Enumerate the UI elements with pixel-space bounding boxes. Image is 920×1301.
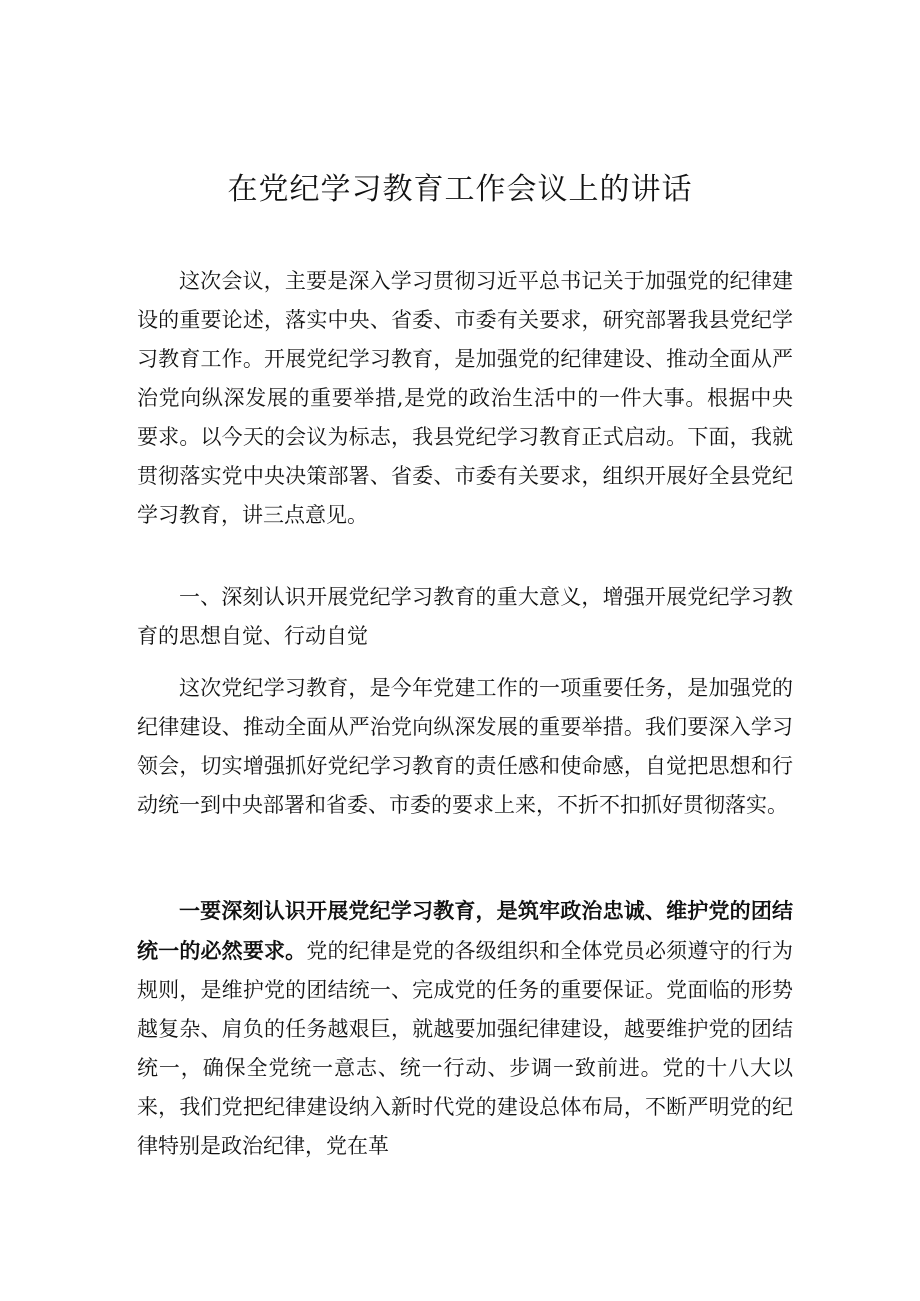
point-1-bold-lead: 一要深刻认识开展党纪学习教育，是筑牢政治忠诚、维护党的团结统一的必然要求。 <box>137 898 793 963</box>
point-1-paragraph <box>137 891 793 1166</box>
intro-paragraph: 这次会议，主要是深入学习贯彻习近平总书记关于加强党的纪律建设的重要论述，落实中央、省委、市委有关要求，研究部署我县党纪学习教育工作。开展党纪学习教育，是加强党的纪律建设、推动全面从严治党向纵深发展的重要举措,是党的政治生活中的一件大事。根据中央要求。以今天的会议为标志，我县党纪学习教育正式启动。下面，我就贯彻落实党中央决策部署、省委、市委有关要求，组织开展好全县党纪学习教育，讲三点意见。 <box>137 269 793 527</box>
section-heading-1: 一、深刻认识开展党纪学习教育的重大意义，增强开展党纪学习教育的思想自觉、行动自觉 <box>137 585 793 648</box>
document-title: 在党纪学习教育工作会议上的讲话 <box>227 172 693 207</box>
section-1-paragraph: 这次党纪学习教育，是今年党建工作的一项重要任务，是加强党的纪律建设、推动全面从严治党向纵深发展的重要举措。我们要深入学习领会，切实增强抓好党纪学习教育的责任感和使命感，自觉把思想和行动统一到中央部署和省委、市委的要求上来，不折不扣抓好贯彻落实。 <box>137 676 793 817</box>
point-1-text: 党的纪律是党的各级组织和全体党员必须遵守的行为规则，是维护党的团结统一、完成党的任务的重要保证。党面临的形势越复杂、肩负的任务越艰巨，就越要加强纪律建设，越要维护党的团结统一，确保全党统一意志、统一行动、步调一致前进。党的十八大以来，我们党把纪律建设纳入新时代党的建设总体布局，不断严明党的纪律特别是政治纪律，党在革 <box>137 939 794 1158</box>
